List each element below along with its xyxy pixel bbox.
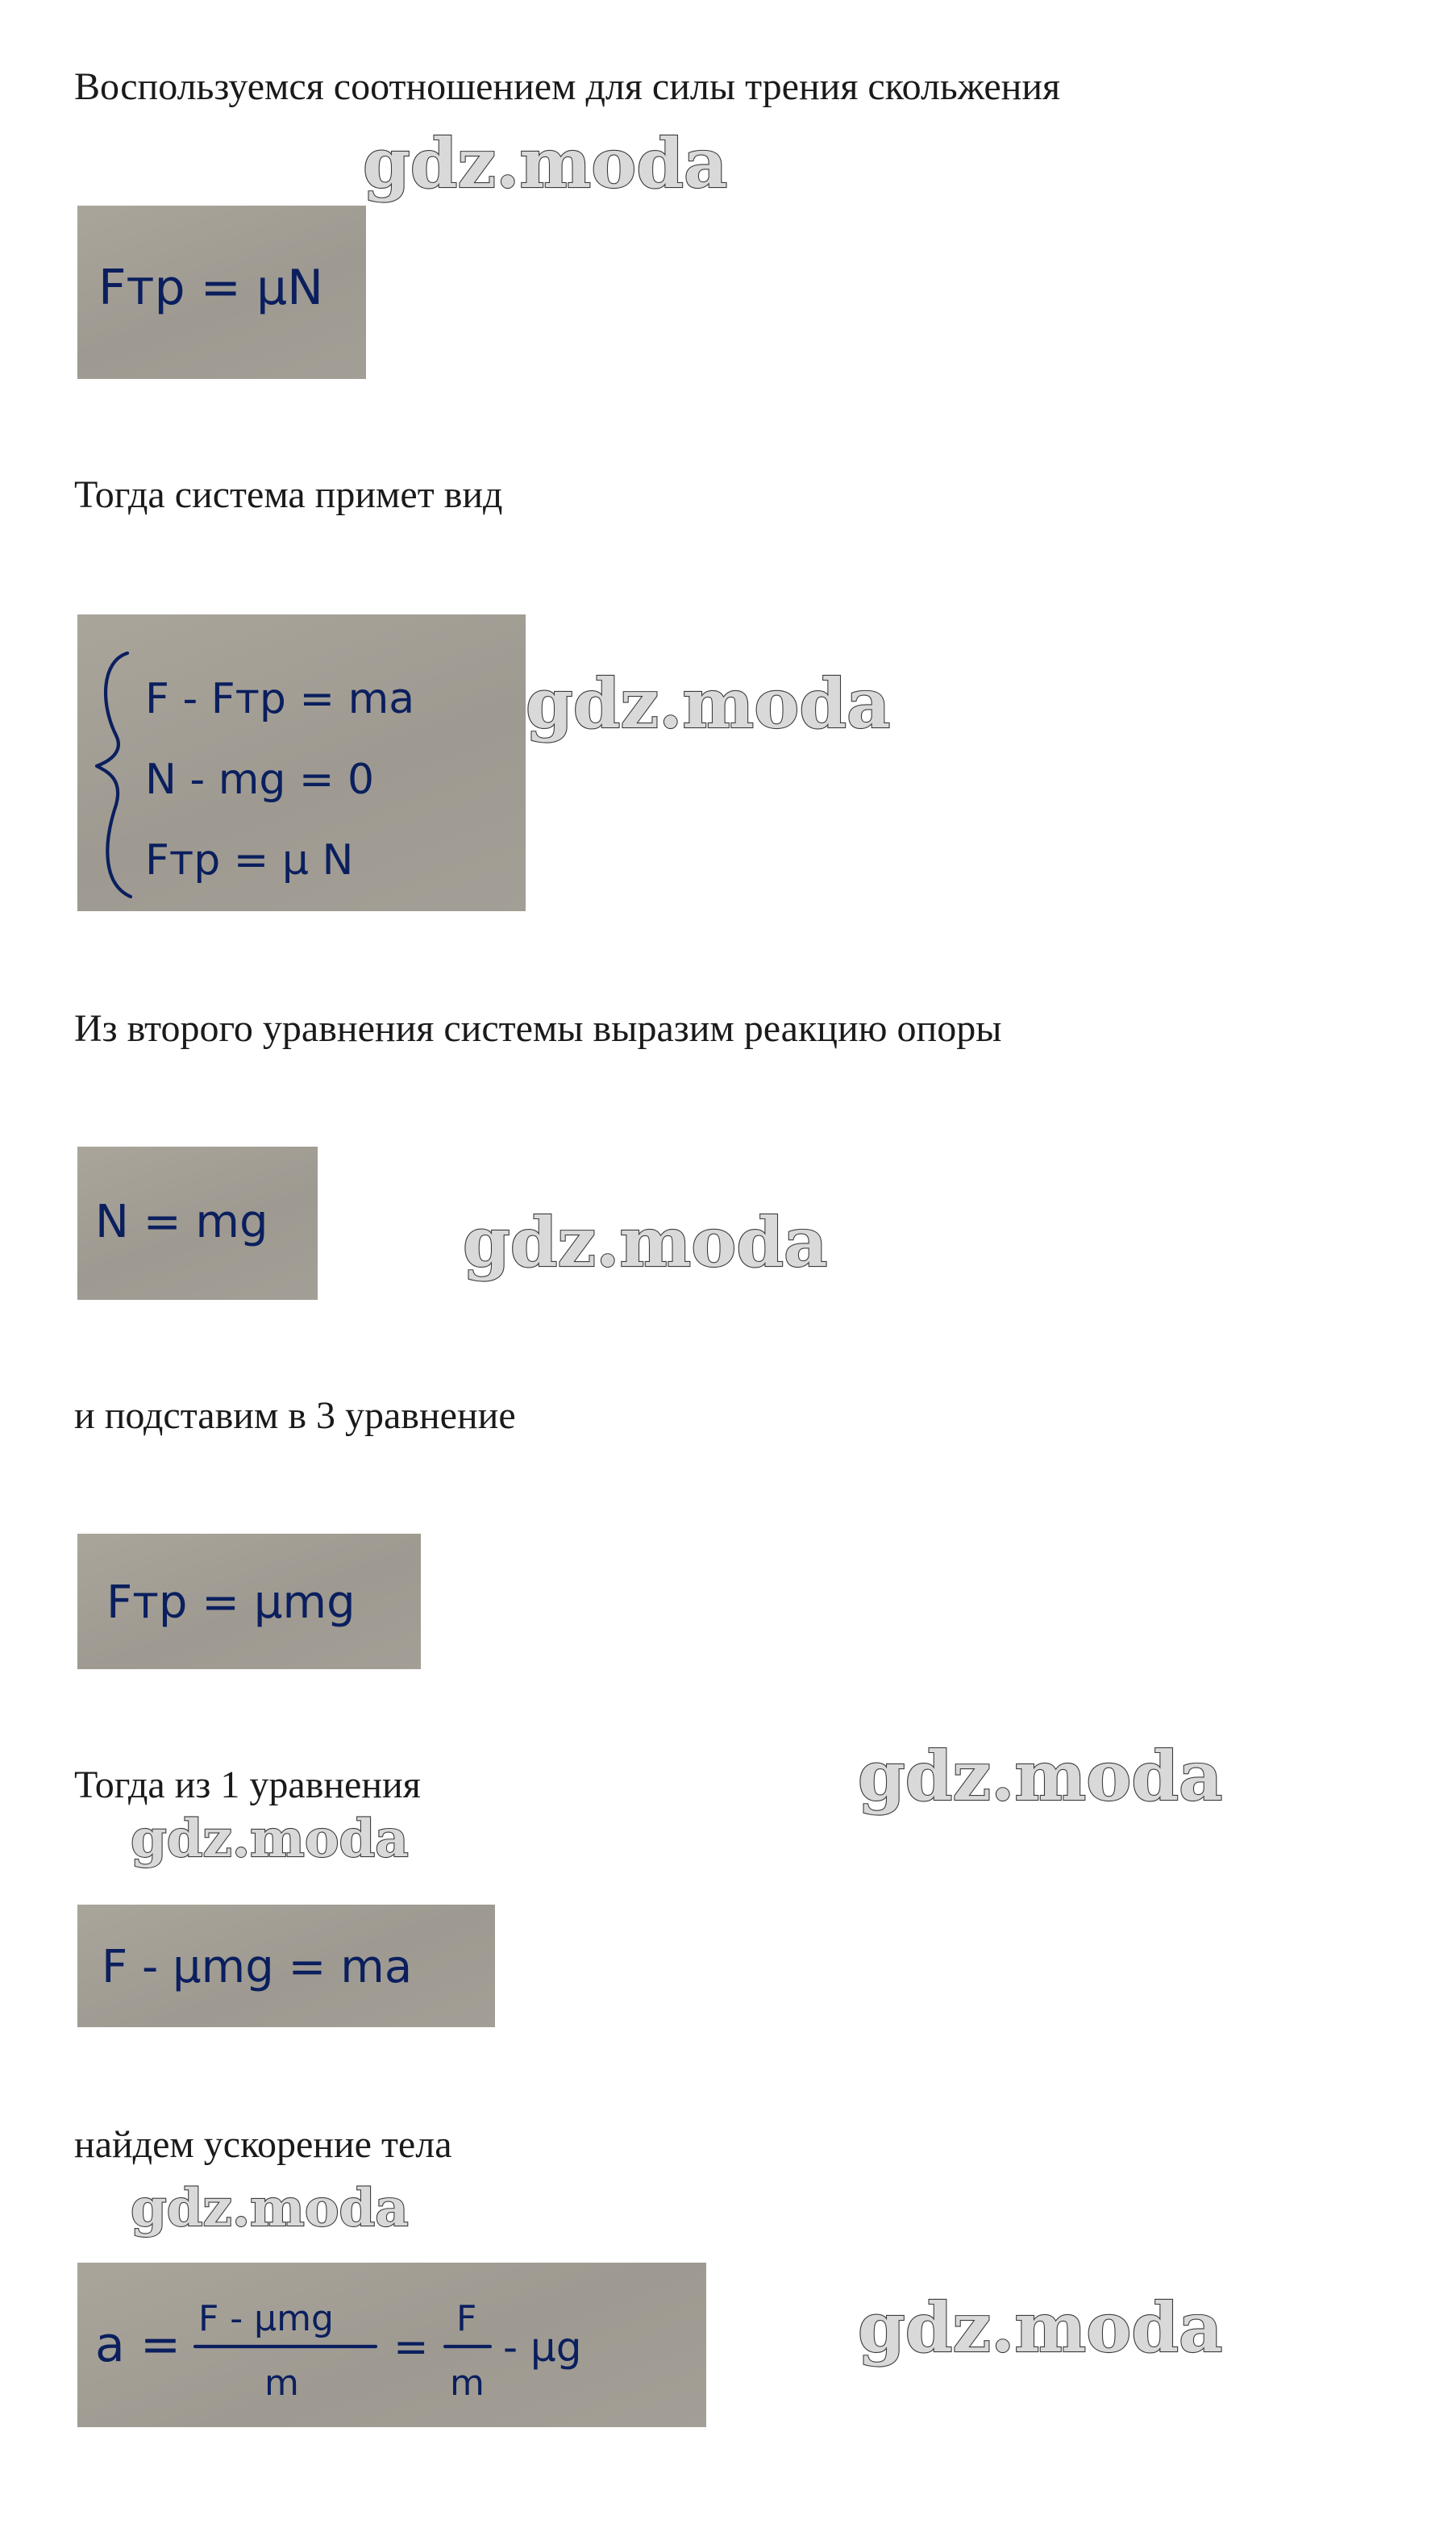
system-line-1: F - Fтр = ma <box>145 675 415 723</box>
watermark-logo <box>463 1202 882 1282</box>
system-line-2: N - mg = 0 <box>145 756 375 804</box>
formula-equals: = <box>393 2323 429 2372</box>
system-brace <box>97 653 131 897</box>
formula-image-normal-force <box>77 1147 318 1300</box>
watermark-logo-small <box>131 2180 421 2237</box>
svg-text:gdz.moda: gdz.moda <box>363 123 728 203</box>
text-system-form: Тогда система примет вид <box>74 473 503 516</box>
formula-tail: - μg <box>503 2324 582 2371</box>
svg-text:gdz.moda: gdz.moda <box>131 1809 409 1869</box>
formula-image-acceleration <box>77 2263 706 2427</box>
formula-numerator-2: F <box>456 2298 477 2339</box>
watermark-logo <box>526 664 945 743</box>
formula-text: Fтр = μmg <box>106 1576 356 1629</box>
watermark-logo <box>858 2288 1277 2367</box>
svg-text:gdz.moda: gdz.moda <box>858 1736 1223 1816</box>
text-from-first-equation: Тогда из 1 уравнения <box>74 1764 421 1806</box>
watermark-logo <box>858 1736 1277 1816</box>
formula-numerator-1: F - μmg <box>198 2298 334 2339</box>
formula-lhs: a = <box>95 2317 181 2373</box>
formula-denominator-2: m <box>450 2363 485 2404</box>
watermark-logo <box>363 123 782 203</box>
formula-image-system <box>77 614 526 911</box>
formula-text: Fтр = μN <box>98 260 324 316</box>
formula-text: F - μmg = ma <box>102 1941 413 1993</box>
text-find-acceleration: найдем ускорение тела <box>74 2123 452 2166</box>
formula-image-friction-mg <box>77 1534 421 1669</box>
text-normal-force: Из второго уравнения системы выразим реакцию опоры <box>74 1007 1002 1050</box>
formula-denominator-1: m <box>264 2363 299 2404</box>
formula-text: N = mg <box>95 1196 268 1248</box>
svg-text:gdz.moda: gdz.moda <box>526 664 891 743</box>
system-line-3: Fтр = μ N <box>145 836 354 885</box>
formula-image-first-equation <box>77 1905 495 2027</box>
formula-image-friction <box>77 206 366 379</box>
text-substitute: и подставим в 3 уравнение <box>74 1394 516 1437</box>
text-friction-relation: Воспользуемся соотношением для силы трения скольжения <box>74 65 1061 108</box>
svg-text:gdz.moda: gdz.moda <box>858 2288 1223 2367</box>
watermark-logo-small <box>131 1811 421 1868</box>
svg-text:gdz.moda: gdz.moda <box>131 2178 409 2238</box>
svg-text:gdz.moda: gdz.moda <box>463 1202 828 1282</box>
